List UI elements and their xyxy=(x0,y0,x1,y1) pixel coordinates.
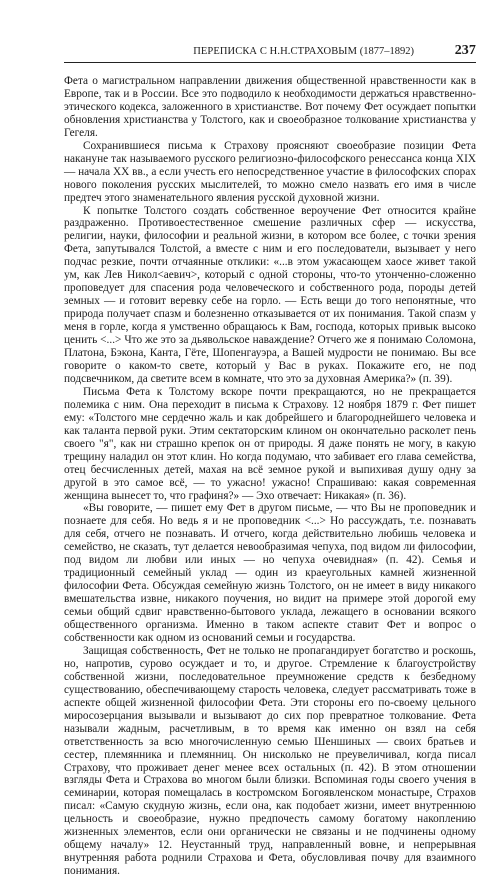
body-text xyxy=(64,75,476,878)
paragraph-6: Защищая собственность, Фет не только не пропагандирует богатство и роскошь, но, напротив, сурово осуждает и то, и другое. Стремление к благоустройству собственной жизни, последовательное преумножение средств к безбедному существованию, обеспечивающему старость человека, следует рассматривать тоже в аспекте общей жизненной философии Фета. Эти стороны его по-своему цельного миросозерцания вызывали и вызывают до сих пор превратное толкование. Фета называли жадным, расчетливым, в то время как именно он взял на себя ответственность за всю многочисленную семью Шеншиных — своих братьев и сестер, племянника и племянниц. Он нисколько не преувеличивал, когда писал Страхову, что проживает денег менее всех остальных (п. 42). В этом отношении взгляды Фета и Страхова во многом были близки. Вспоминая годы своего учения в семинарии, которая помещалась в костромском Богоявленском монастыре, Страхов писал: «Самую скудную жизнь, если она, как подобает жизни, имеет внутреннюю цельность и своеобразие, нужно предпочесть самому богатому накоплению жизненных элементов, если они органически не связаны и не подчинены одному общему началу» 12. Неустанный труд, направленный вовне, и непрерывная внутренняя работа роднили Страхова и Фета, обусловливая почву для взаимного понимания. xyxy=(64,644,476,878)
paragraph-1: Фета о магистральном направлении движения общественной нравственности как в Европе, так и в России. Все это подводило к необходимости держаться нравственно-этического кодекса, заложенного в христианстве. Вот почему Фет осуждает попытки обновления христианства у Толстого, как и своеобразное толкование христианства у Гегеля. xyxy=(64,75,476,139)
paragraph-3: К попытке Толстого создать собственное вероучение Фет относится крайне раздраженно. Противоестественное смешение различных сфер — искусства, религии, науки, философии и реальной жизни, в котором все более, с точки зрения Фета, запутывался Толстой, а вместе с ним и его последователи, вызывает у него подчас резкие, почти отчаянные отклики: «...в этом ужасающем хаосе живет такой ум, как Лев Никол<аевич>, который с одной стороны, что-то утонченно-сложенно проповедует для спасения рода человеческого и собственного рода, породы детей земных — и готовит веревку себе на горло. — Есть вещи до того непонятные, что природа получает спазм и болезненно отказывается от их понимания. Такой спазм у меня в горле, когда я умственно обращаюсь к Вам, господа, которых привык высоко ценить <...> Что же это за дьявольское наваждение? Отчего же я понимаю Соломона, Платона, Бэкона, Канта, Гёте, Шопенгауэра, а Вашей мудрости не понимаю. Вы все говорите о каком-то свете, который у Вас в руках. Покажите его, не под подсвечником, да светите всем в комнате, что это за духовная Америка?» (п. 39). xyxy=(64,204,476,385)
running-title-text: ПЕРЕПИСКА С Н.Н.СТРАХОВЫМ xyxy=(193,46,358,57)
running-header xyxy=(64,44,476,63)
running-title-years: (1877–1892) xyxy=(359,46,414,57)
paragraph-4: Письма Фета к Толстому вскоре почти прекращаются, но не прекращается полемика с ним. Она переходит в письма к Страхову. 12 ноября 1879 г. Фет пишет ему: «Толстого мне сердечно жаль и как добрейшего и благороднейшего человека и как таланта первой руки. Этим сектаторским клином он окончательно расколет пень своего "я", как ни страшно крепок он от природы. Я даже понять не могу, в какую трещину наладил он этот клин. Но когда подумаю, что забивает его глава семейства, отец бесчисленных детей, махая на всё земное рукой и выпихивая душу одну за другой в это самое всё, — то ужасно! ужасно! Спрашиваю: какая современная женщина вынесет то, что графиня?» — Эхо отвечает: Никакая» (п. 36). xyxy=(64,385,476,502)
running-title xyxy=(193,46,414,57)
paragraph-5: «Вы говорите, — пишет ему Фет в другом письме, — что Вы не проповедник и познаете для себя. Но ведь я и не проповедник <...> Но рассуждать, т.е. познавать для себя, отчего не познавать. И отчего, когда действительно любишь человека и семейство, не сказать, тут делается невообразимая чепуха, под видом ли философии, под видом ли любви или иных — но чепуха очевидная» (п. 42). Семья и традиционный семейный уклад — один из краеугольных камней жизненной философии Фета. Обсуждая семейную жизнь Толстого, он не имеет в виду никакого вмешательства извне, никакого поучения, но видит на примере этой дорогой ему семьи общий сдвиг нравственно-бытового уклада, лежащего в основании всякого общественного организма. Именно в таком аспекте ставит Фет и вопрос о собственности как одном из оснований семьи и государства. xyxy=(64,502,476,644)
page-number: 237 xyxy=(454,43,476,58)
paragraph-2: Сохранившиеся письма к Страхову проясняют своеобразие позиции Фета накануне так называемого русского религиозно-философского ренессанса конца XIX — начала XX вв., а если учесть его непосредственное участие в философских спорах нового поколения русских мыслителей, то можно смело назвать его имя в числе предтеч этого знаменательного явления русской духовной жизни. xyxy=(64,139,476,204)
